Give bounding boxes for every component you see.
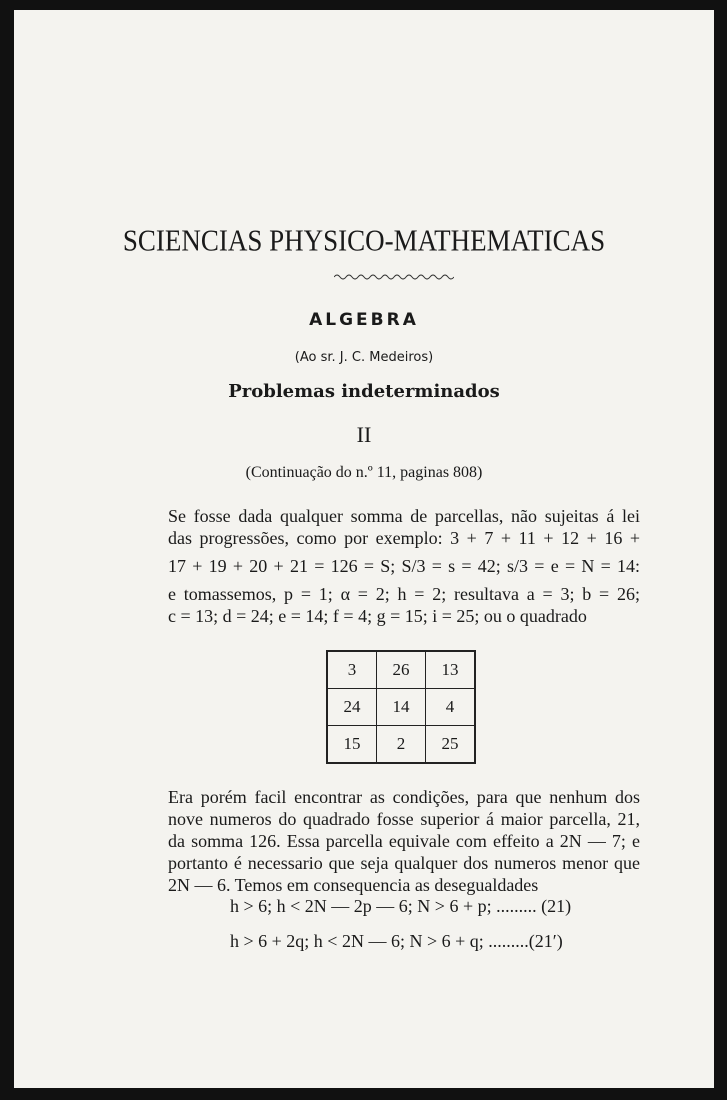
table-cell: 2 <box>377 726 426 764</box>
paragraph-1-line: c = 13; d = 24; e = 14; f = 4; g = 15; i = 25; ou o quadrado <box>168 606 587 626</box>
paragraph-2-line: nove numeros do quadrado fosse superior á maior parcella, 21, <box>168 809 640 829</box>
table-cell: 15 <box>327 726 377 764</box>
paragraph-1-line: das progressões, como por exemplo: 3 + 7 + 11 + 12 + 16 + <box>168 528 640 548</box>
table-cell: 24 <box>327 689 377 726</box>
paragraph-2-line: 2N — 6. Temos em consequencia as desegualdades <box>168 875 539 895</box>
inequality-21-prime: h > 6 + 2q; h < 2N — 6; N > 6 + q; .........(21′) <box>230 931 563 951</box>
paragraph-1-line: 17 + 19 + 20 + 21 = 126 = S; S/3 = s = 42; s/3 = e = N = 14: <box>168 556 640 576</box>
table-cell: 26 <box>377 651 426 689</box>
paragraph-2 <box>168 786 640 896</box>
table-cell: 3 <box>327 651 377 689</box>
paragraph-2-line: da somma 126. Essa parcella equivale com effeito a 2N — 7; e <box>168 831 640 851</box>
table-row <box>327 651 475 689</box>
table-cell: 14 <box>377 689 426 726</box>
subject-title: ALGEBRA <box>309 310 419 330</box>
magic-square-table <box>326 650 476 764</box>
wavy-rule-ornament <box>334 272 454 282</box>
page-content <box>14 10 714 1088</box>
scanned-page <box>14 10 714 1088</box>
continuation-note: (Continuação do n.º 11, paginas 808) <box>245 464 483 481</box>
dedication: (Ao sr. J. C. Medeiros) <box>294 350 434 365</box>
paragraph-1-line: e tomassemos, p = 1; α = 2; h = 2; resultava a = 3; b = 26; <box>168 584 640 604</box>
table-cell: 25 <box>426 726 476 764</box>
paragraph-2-line: Era porém facil encontrar as condições, para que nenhum dos <box>168 787 640 807</box>
table-cell: 13 <box>426 651 476 689</box>
paragraph-2-line: portanto é necessario que seja qualquer dos numeros menor que <box>168 853 640 873</box>
paragraph-1 <box>168 505 640 627</box>
section-title: SCIENCIAS PHYSICO-MATHEMATICAS <box>122 222 606 258</box>
inequality-21: h > 6; h < 2N — 2p — 6; N > 6 + p; ......... (21) <box>230 896 572 916</box>
paragraph-1-line: Se fosse dada qualquer somma de parcellas, não sujeitas á lei <box>168 506 640 526</box>
table-cell: 4 <box>426 689 476 726</box>
table-row <box>327 689 475 726</box>
table-row <box>327 726 475 764</box>
article-heading: Problemas indeterminados <box>228 381 500 402</box>
part-numeral: II <box>356 422 372 447</box>
